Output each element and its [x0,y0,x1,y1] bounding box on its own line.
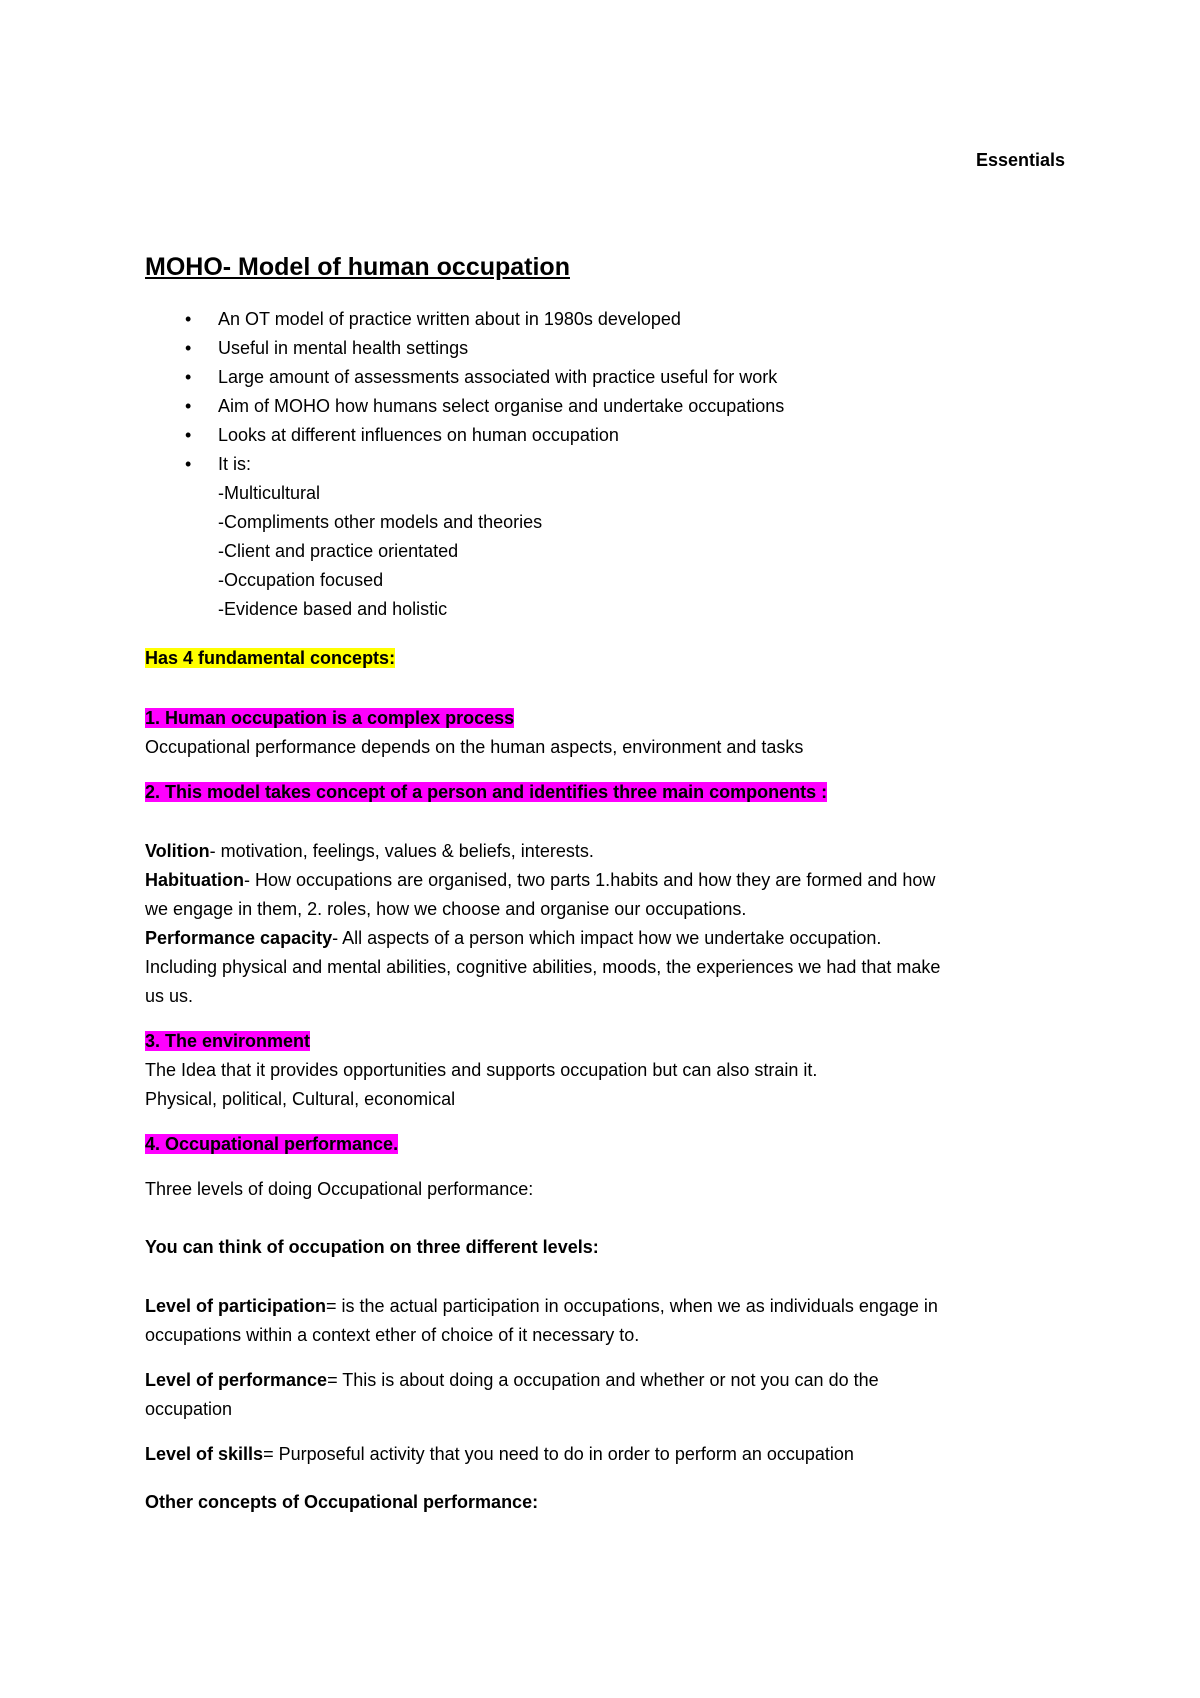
concept-4-heading: 4. Occupational performance. [145,1134,399,1154]
concept-3-heading: 3. The environment [145,1031,311,1051]
levels-heading: You can think of occupation on three different levels: [145,1237,599,1257]
sub-list-item: -Client and practice orientated [218,541,459,561]
concept-2-heading: 2. This model takes concept of a person and identifies three main components : [145,782,828,802]
bullet-icon: • [185,309,192,329]
concept-1-section [145,704,1065,762]
list-item: • It is: [145,450,784,479]
performance-capacity-label: Performance capacity [145,928,333,948]
habituation-label: Habituation [145,870,244,890]
volition-label: Volition [145,841,210,861]
level-participation: Level of participation= is the actual participation in occupations, when we as individuals engage in occupations within a context ether of choice of it necessary to. [145,1296,938,1345]
bullet-icon: • [185,367,192,387]
page-header: Essentials [975,150,1065,170]
concept-1-text: Occupational performance depends on the human aspects, environment and tasks [145,737,804,757]
concept-2-heading-block [145,778,1065,807]
bullet-list [145,305,784,479]
bullet-icon: • [185,425,192,445]
bullet-icon: • [185,454,192,474]
level-skills: Level of skills= Purposeful activity that you need to do in order to perform an occupation [145,1444,854,1464]
fundamentals-heading: Has 4 fundamental concepts: [145,648,396,668]
list-item: • An OT model of practice written about in 1980s developed [145,305,784,334]
list-item: • Looks at different influences on human occupation [145,421,784,450]
sub-list-item: -Compliments other models and theories [218,512,543,532]
concept-2-section: Volition- motivation, feelings, values & beliefs, interests. Habituation- How occupations are organised, two parts 1.habits and how they are formed and how we engage in them, 2. roles, how we choose and organise our occupations. Performance capacity- All aspects of a person which impact how we undertake occupation. Including physical and mental abilities, cognitive abilities, moods, the experiences we had that make us us. [145,841,941,1006]
concept-1-heading: 1. Human occupation is a complex process [145,708,515,728]
sub-list-item: -Evidence based and holistic [218,599,448,619]
sub-list-item: -Multicultural [218,483,321,503]
list-item: • Large amount of assessments associated with practice useful for work [145,363,784,392]
concept-3-section: 3. The environment The Idea that it provides opportunities and supports occupation but can also strain it. Physical, political, Cultural, economical [145,1031,818,1109]
sub-list-item: -Occupation focused [218,570,384,590]
sub-list [218,479,542,624]
list-item: • Aim of MOHO how humans select organise and undertake occupations [145,392,784,421]
document-title: MOHO- Model of human occupation [145,253,570,281]
other-concepts-heading: Other concepts of Occupational performance: [145,1492,539,1512]
list-item: • Useful in mental health settings [145,334,784,363]
bullet-icon: • [185,338,192,358]
levels-intro: Three levels of doing Occupational performance: [145,1179,534,1199]
concept-4-heading-block [145,1130,1065,1159]
bullet-icon: • [185,396,192,416]
level-performance: Level of performance= This is about doing a occupation and whether or not you can do the occupation [145,1370,879,1419]
